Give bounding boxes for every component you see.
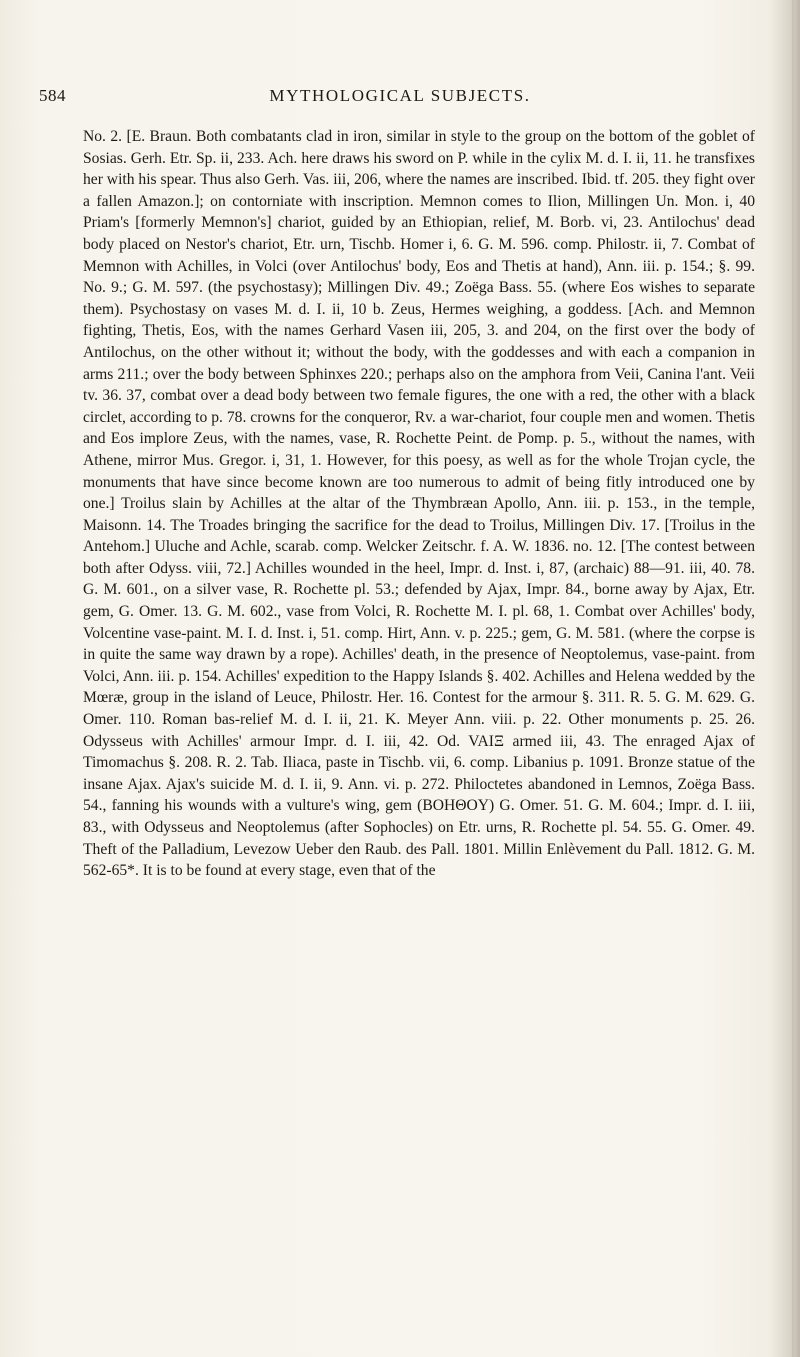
page-edge-shadow: [792, 0, 794, 1357]
page-number: 584: [39, 86, 66, 105]
page-header: [0, 86, 800, 116]
running-title: MYTHOLOGICAL SUBJECTS.: [269, 86, 531, 105]
body-paragraph: No. 2. [E. Braun. Both combatants clad in iron, similar in style to the group on the bottom of the goblet of Sosias. Gerh. Etr. Sp. ii, 233. Ach. here draws his sword on P. while in the cylix M. d. I. ii, 11. he transfixes her with his spear. Thus also Gerh. Vas. iii, 206, where the names are inscribed. Ibid. tf. 205. they fight over a fallen Amazon.]; on contorniate with inscription. Memnon comes to Ilion, Millingen Un. Mon. i, 40 Priam's [formerly Memnon's] chariot, guided by an Ethiopian, relief, M. Borb. vi, 23. Antilochus' dead body placed on Nestor's chariot, Etr. urn, Tischb. Homer i, 6. G. M. 596. comp. Philostr. ii, 7. Combat of Memnon with Achilles, in Volci (over Antilochus' body, Eos and Thetis at hand), Ann. iii. p. 154.; §. 99. No. 9.; G. M. 597. (the psychostasy); Millingen Div. 49.; Zoëga Bass. 55. (where Eos wishes to separate them). Psychostasy on vases M. d. I. ii, 10 b. Zeus, Hermes weighing, a goddess. [Ach. and Memnon fighting, Thetis, Eos, with the names Gerhard Vasen iii, 205, 3. and 204, on the first over the body of Antilochus, on the other without it; without the body, with the goddesses and with each a companion in arms 211.; over the body between Sphinxes 220.; perhaps also on the amphora from Veii, Canina l'ant. Veii tv. 36. 37, combat over a dead body between two female figures, the one with a red, the other with a black circlet, according to p. 78. crowns for the conqueror, Rv. a war-chariot, four couple men and women. Thetis and Eos implore Zeus, with the names, vase, R. Rochette Peint. de Pomp. p. 5., without the names, with Athene, mirror Mus. Gregor. i, 31, 1. However, for this poesy, as well as for the whole Trojan cycle, the monuments that have since become known are too numerous to admit of being fitly introduced one by one.] Troilus slain by Achilles at the altar of the Thymbræan Apollo, Ann. iii. p. 153., in the temple, Maisonn. 14. The Troades bringing the sacrifice for the dead to Troilus, Millingen Div. 17. [Troilus in the Antehom.] Uluche and Achle, scarab. comp. Welcker Zeitschr. f. A. W. 1836. no. 12. [The contest between both after Odyss. viii, 72.] Achilles wounded in the heel, Impr. d. Inst. i, 87, (archaic) 88—91. iii, 40. 78. G. M. 601., on a silver vase, R. Rochette pl. 53.; defended by Ajax, Impr. 84., borne away by Ajax, Etr. gem, G. Omer. 13. G. M. 602., vase from Volci, R. Rochette M. I. pl. 68, 1. Combat over Achilles' body, Volcentine vase-paint. M. I. d. Inst. i, 51. comp. Hirt, Ann. v. p. 225.; gem, G. M. 581. (where the corpse is in quite the same way drawn by a rope). Achilles' death, in the presence of Neoptolemus, vase-paint. from Volci, Ann. iii. p. 154. Achilles' expedition to the Happy Islands §. 402. Achilles and Helena wedded by the Mœræ, group in the island of Leuce, Philostr. Her. 16. Contest for the armour §. 311. R. 5. G. M. 629. G. Omer. 110. Roman bas-relief M. d. I. ii, 21. K. Meyer Ann. viii. p. 22. Other monuments p. 25. 26. Odysseus with Achilles' armour Impr. d. I. iii, 42. Od. VAIΞ armed iii, 43. The enraged Ajax of Timomachus §. 208. R. 2. Tab. Iliaca, paste in Tischb. vii, 6. comp. Libanius p. 1091. Bronze statue of the insane Ajax. Ajax's suicide M. d. I. ii, 9. Ann. vi. p. 272. Philoctetes abandoned in Lemnos, Zoëga Bass. 54., fanning his wounds with a vulture's wing, gem (BOHΘOY) G. Omer. 51. G. M. 604.; Impr. d. I. iii, 83., with Odysseus and Neoptolemus (after Sophocles) on Etr. urns, R. Rochette pl. 54. 55. G. Omer. 49. Theft of the Palladium, Levezow Ueber den Raub. des Pall. 1801. Millin Enlèvement du Pall. 1812. G. M. 562-65*. It is to be found at every stage, even that of the: [83, 128, 755, 880]
